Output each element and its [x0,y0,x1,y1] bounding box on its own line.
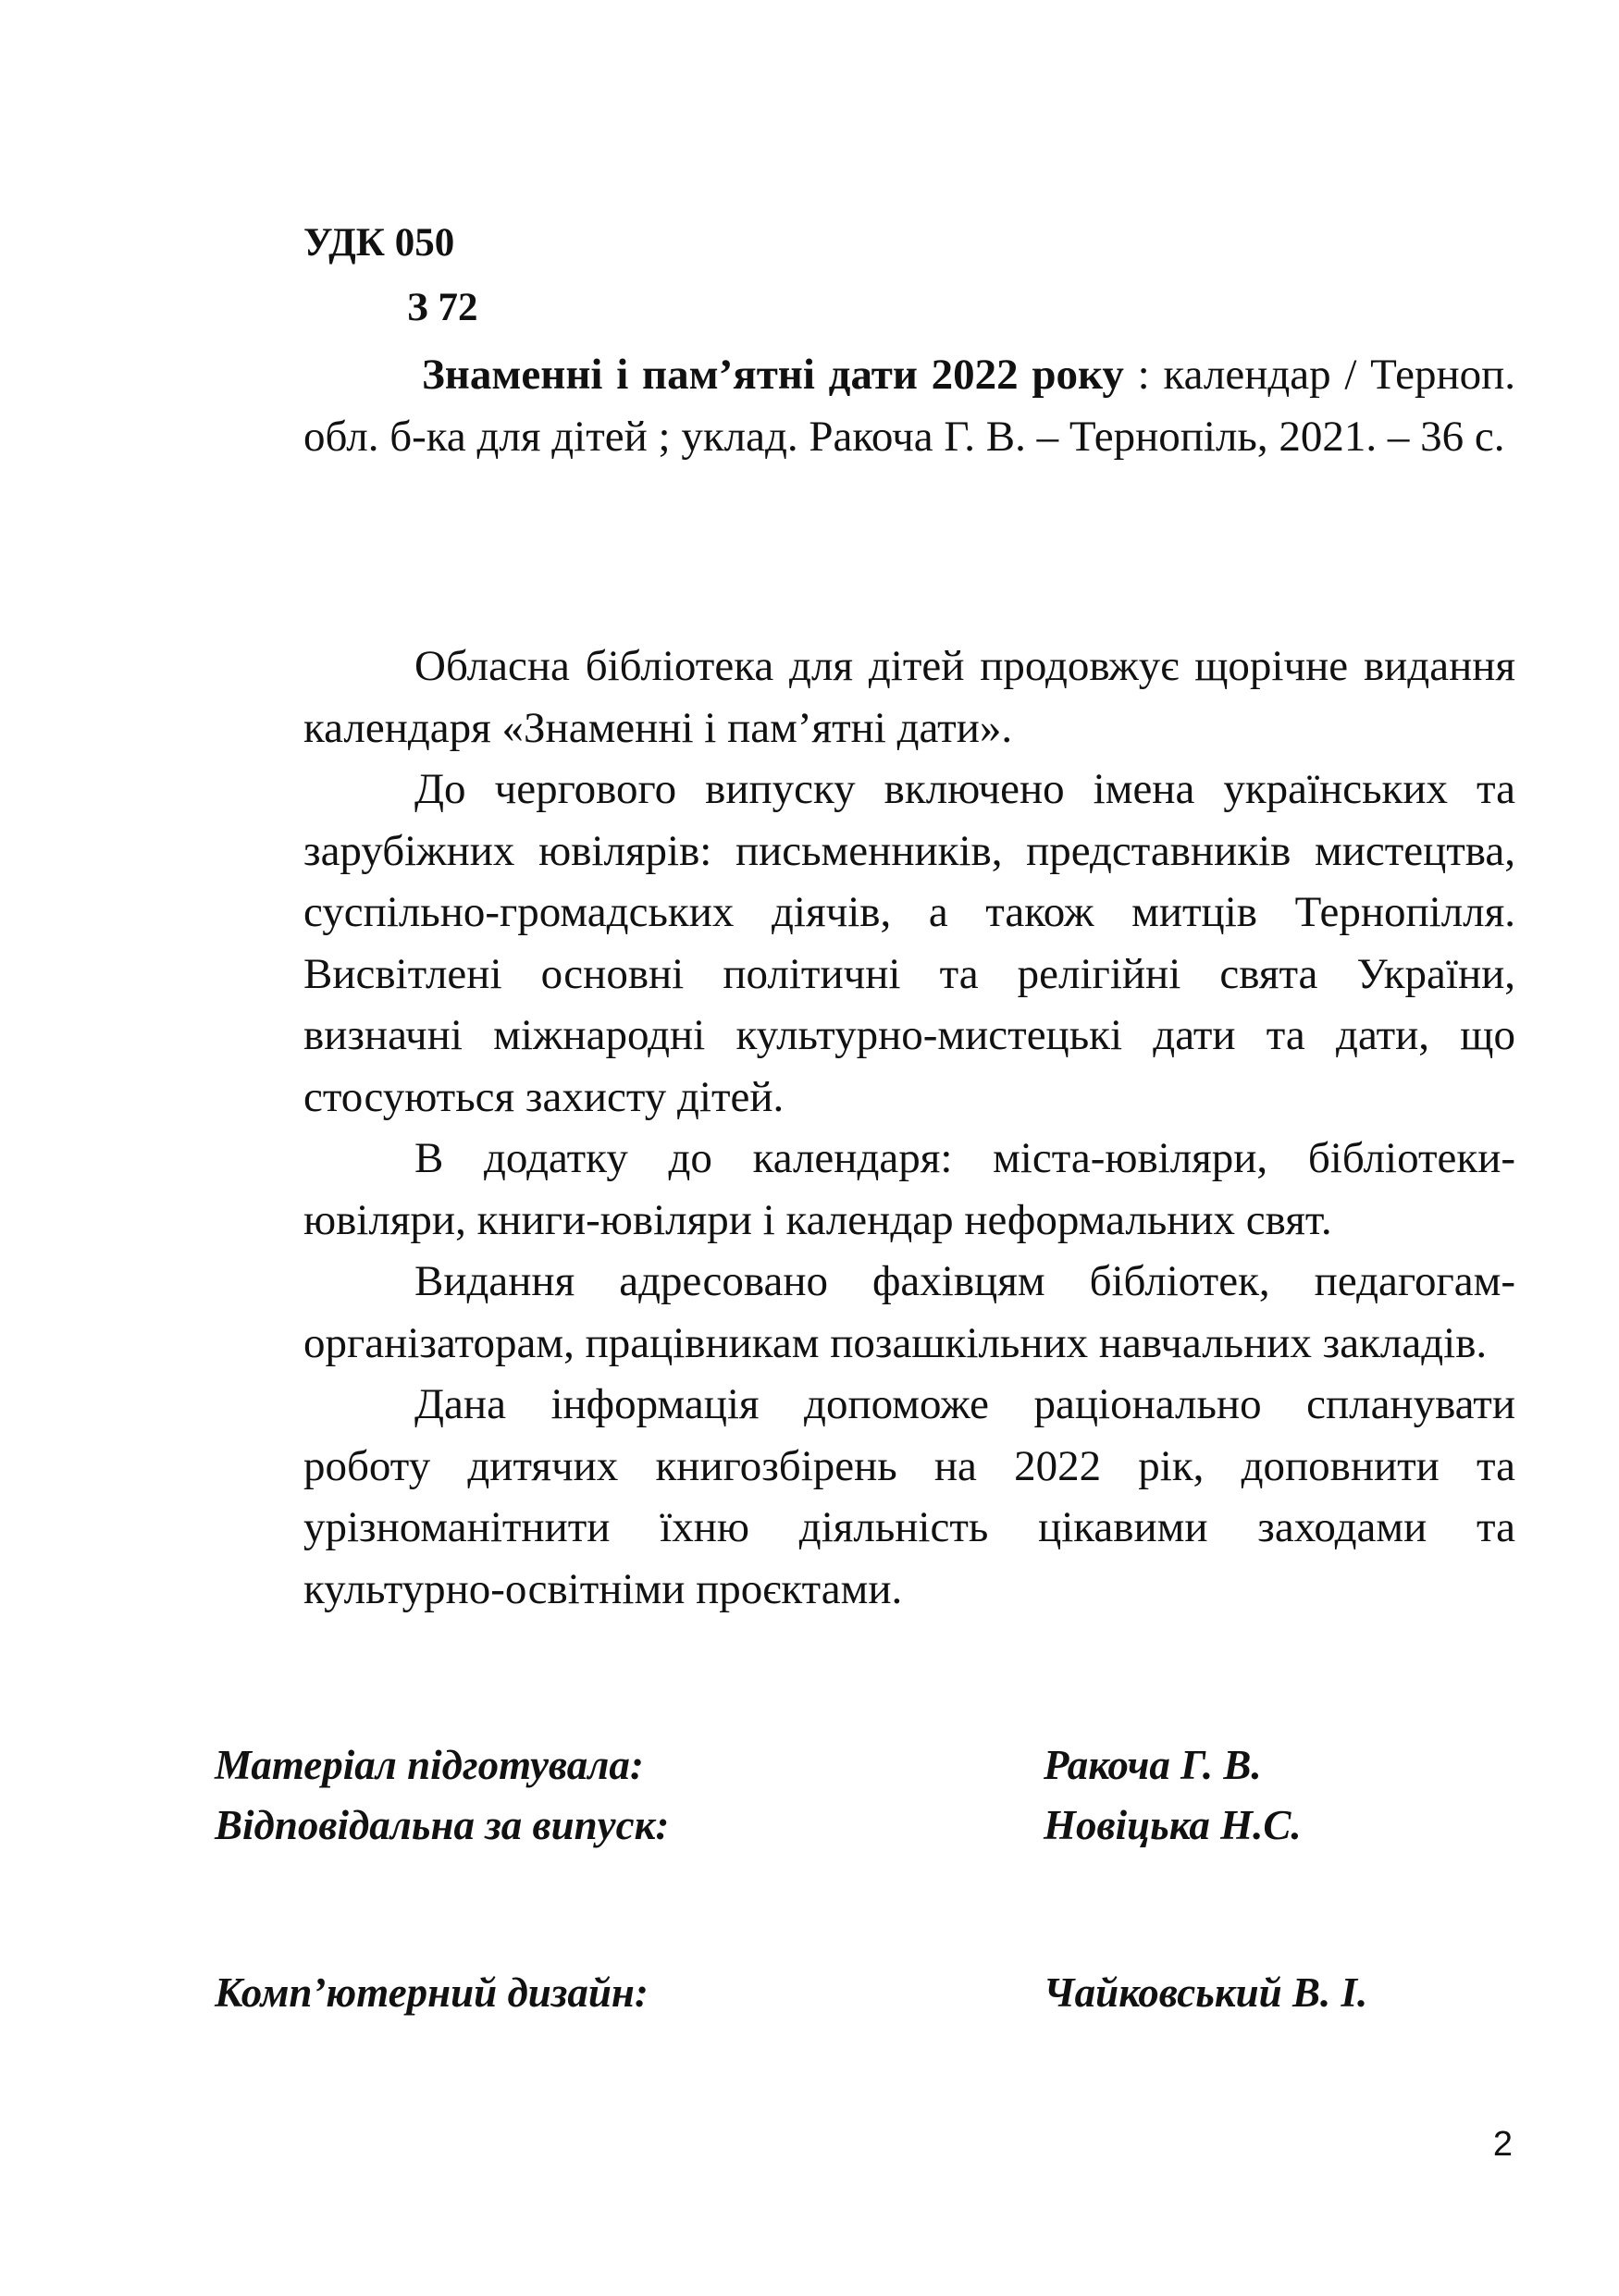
udk-code: УДК 050 [303,221,455,265]
publication-details: : календар / Терноп. обл. б-ка для дітей ; уклад. Ракоча Г. В. – Тернопіль, 2021. – 36 с. [303,351,1515,461]
credit-name-responsible: Новіцька Н.С. [1044,1802,1302,1848]
annotation-paragraph: Дана інформація допоможе раціонально спланувати роботу дитячих книгозбірень на 2022 рік, доповнити та урізноманітнити їхню діяльність цікавими заходами та культурно-освітніми проєктами. [303,1380,1515,1613]
author-cipher: З 72 [407,286,478,329]
bibliographic-record [303,344,1515,468]
credit-name-prepared-by: Ракоча Г. В. [1044,1742,1262,1788]
annotation [303,636,1515,1620]
credit-name-design: Чайковський В. І. [1044,1969,1368,2016]
publication-title: Знаменні і пам’ятні дати 2022 року [422,351,1124,399]
annotation-paragraph: До чергового випуску включено імена українських та зарубіжних ювілярів: письменників, представників мистецтва, суспільно-громадських діячів, а також митців Тернопілля. Висвітлені основні політичні та релігійні свята України, визначні міжнародні культурно-мистецькі дати та дати, що стосуються захисту дітей. [303,765,1515,1121]
credit-label-design: Комп’ютерний дизайн: [215,1969,649,2016]
credit-label-responsible: Відповідальна за випуск: [215,1802,670,1848]
credit-label-prepared-by: Матеріал підготувала: [215,1742,644,1788]
annotation-paragraph: Видання адресовано фахівцям бібліотек, педагогам-організаторам, працівникам позашкільних навчальних закладів. [303,1257,1515,1367]
page-number: 2 [1492,2125,1513,2164]
annotation-paragraph: В додатку до календаря: міста-ювіляри, бібліотеки-ювіляри, книги-ювіляри і календар неформальних свят. [303,1134,1515,1244]
annotation-paragraph: Обласна бібліотека для дітей продовжує щорічне видання календаря «Знаменні і пам’ятні дати». [303,642,1515,752]
